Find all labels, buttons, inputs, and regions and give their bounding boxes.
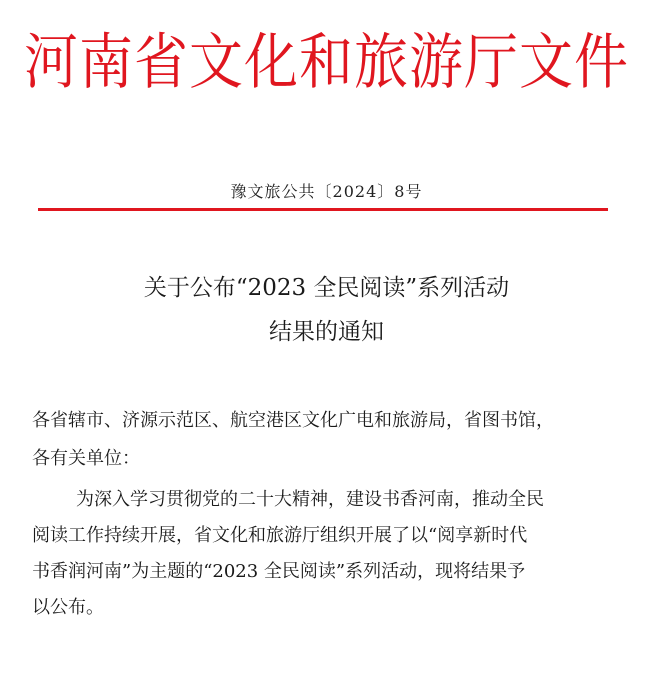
addressee-line-2: 各有关单位： (32, 448, 140, 469)
addressee-line-1: 各省辖市、济源示范区、航空港区文化广电和旅游局，省图书馆， (32, 410, 554, 431)
red-divider-line (38, 208, 608, 211)
issuer-header-title: 河南省文化和旅游厅文件 (24, 26, 629, 98)
body-line-1: 为深入学习贯彻党的二十大精神，建设书香河南，推动全民 (76, 489, 544, 510)
body-line-2: 阅读工作持续开展，省文化和旅游厅组织开展了以“阅享新时代 (32, 525, 528, 546)
body-line-3: 书香润河南”为主题的“2023 全民阅读”系列活动，现将结果予 (32, 561, 526, 582)
addressee-block (32, 402, 632, 478)
notice-title-line-1: 关于公布“2023 全民阅读”系列活动 (143, 275, 510, 301)
document-number: 豫文旅公共〔2024〕8号 (230, 182, 423, 201)
notice-title-line-2: 结果的通知 (269, 319, 384, 345)
notice-title (0, 266, 653, 354)
body-paragraph (32, 482, 632, 626)
body-line-4: 以公布。 (32, 597, 104, 618)
